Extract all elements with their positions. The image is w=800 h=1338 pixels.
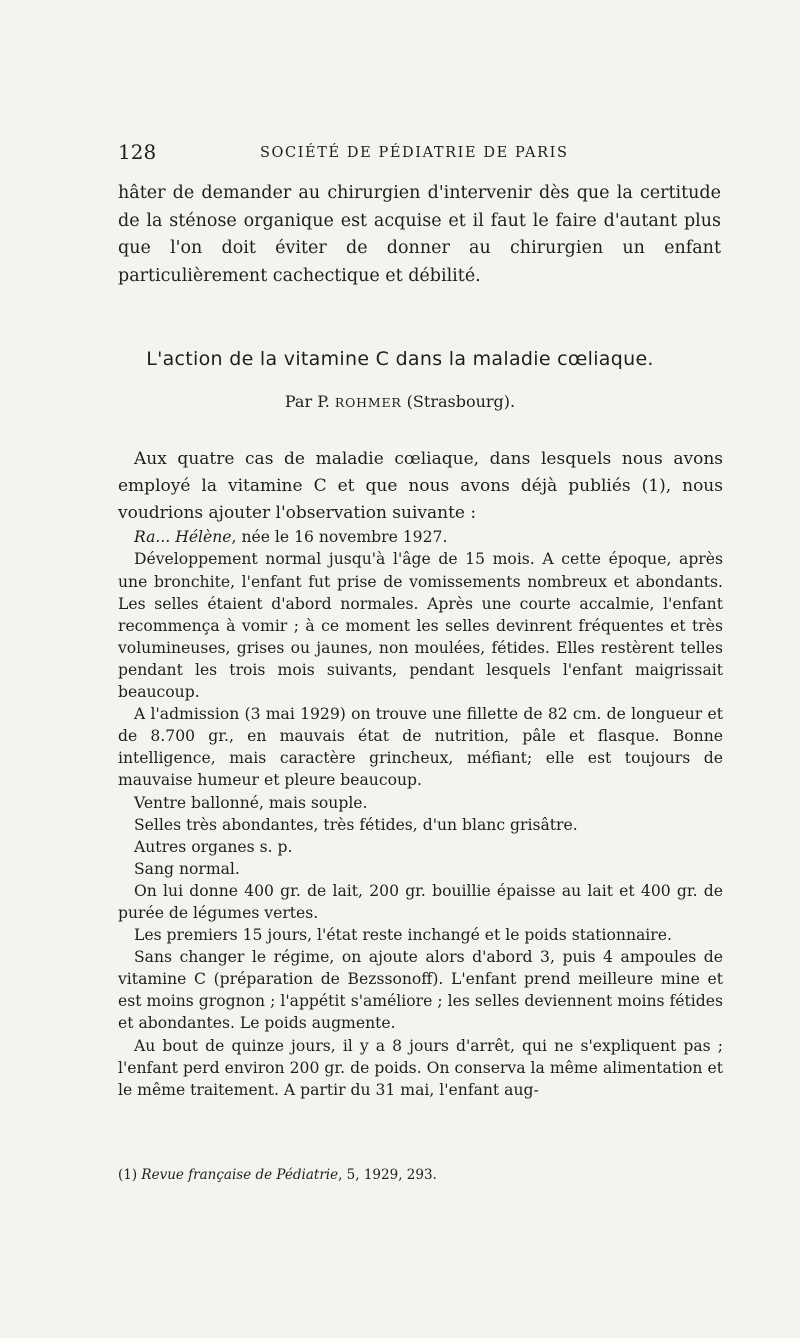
body-paragraph: Ventre ballonné, mais souple. xyxy=(134,793,368,812)
body-paragraph: Au bout de quinze jours, il y a 8 jours d'arrêt, qui ne s'expliquent pas ; l'enfant perd environ 200 gr. de poids. On conserva la même alimentation et le même traitement. A partir du 31 mai, l'enfant aug- xyxy=(118,1036,723,1099)
intro-paragraph: hâter de demander au chirurgien d'intervenir dès que la certitude de la sténose organique est acquise et il faut le faire d'autant plus que l'on doit éviter de donner au chirurgien un enfant particulièrement cachectique et débilité. xyxy=(118,183,721,286)
article-author xyxy=(0,392,800,411)
body-paragraph: A l'admission (3 mai 1929) on trouve une fillette de 82 cm. de longueur et de 8.700 gr., en mauvais état de nutrition, pâle et flasque. Bonne intelligence, mais caractère grincheux, méfiant; elle est toujours de mauvaise humeur et pleure beaucoup. xyxy=(118,705,723,790)
case-heading xyxy=(118,526,723,548)
body-paragraph: Selles très abondantes, très fétides, d'un blanc grisâtre. xyxy=(134,815,578,834)
author-suffix: (Strasbourg). xyxy=(401,392,516,411)
page-number: 128 xyxy=(118,140,157,164)
body-paragraph: Développement normal jusqu'à l'âge de 15 mois. A cette époque, après une bronchite, l'enfant fut prise de vomissements nombreux et abondants. Les selles étaient d'abord normales. Après une courte accalmie, l'enfant recommença à vomir ; à ce moment les selles devinrent fréquentes et très volumineuses, grises ou jaunes, non moulées, fétides. Elles restèrent telles pendant les trois mois suivants, pendant lesquels l'enfant maigrissait beaucoup. xyxy=(118,550,723,702)
article-body xyxy=(118,446,723,1101)
page-header xyxy=(118,140,718,172)
opening-paragraph: Aux quatre cas de maladie cœliaque, dans lesquels nous avons employé la vitamine C et que nous avons déjà publiés (1), nous voudrions ajouter l'observation suivante : xyxy=(118,449,723,523)
footnote-marker: (1) xyxy=(118,1167,142,1183)
body-paragraph: Sans changer le régime, on ajoute alors d'abord 3, puis 4 ampoules de vitamine C (préparation de Bezssonoff). L'enfant prend meilleure mine et est moins grognon ; l'appétit s'améliore ; les selles deviennent moins fétides et abondantes. Le poids augmente. xyxy=(118,948,723,1033)
intro-text xyxy=(118,180,721,290)
body-paragraph: On lui donne 400 gr. de lait, 200 gr. bouillie épaisse au lait et 400 gr. de purée de légumes vertes. xyxy=(118,881,723,922)
article-title: L'action de la vitamine C dans la maladie cœliaque. xyxy=(146,348,654,370)
body-paragraph: Autres organes s. p. xyxy=(134,837,293,856)
author-name: ROHMER xyxy=(334,395,402,410)
footnote-journal: Revue française de Pédiatrie xyxy=(141,1167,339,1183)
author-prefix: Par P. xyxy=(284,392,335,411)
body-paragraph: Les premiers 15 jours, l'état reste inchangé et le poids stationnaire. xyxy=(134,926,672,945)
footnote-details: , 5, 1929, 293. xyxy=(338,1167,437,1183)
case-birth: , née le 16 novembre 1927. xyxy=(231,528,448,547)
running-head: SOCIÉTÉ DE PÉDIATRIE DE PARIS xyxy=(260,145,569,161)
footnote xyxy=(118,1167,437,1183)
body-paragraph: Sang normal. xyxy=(134,859,240,878)
case-name: Ra... Hélène xyxy=(134,528,232,547)
